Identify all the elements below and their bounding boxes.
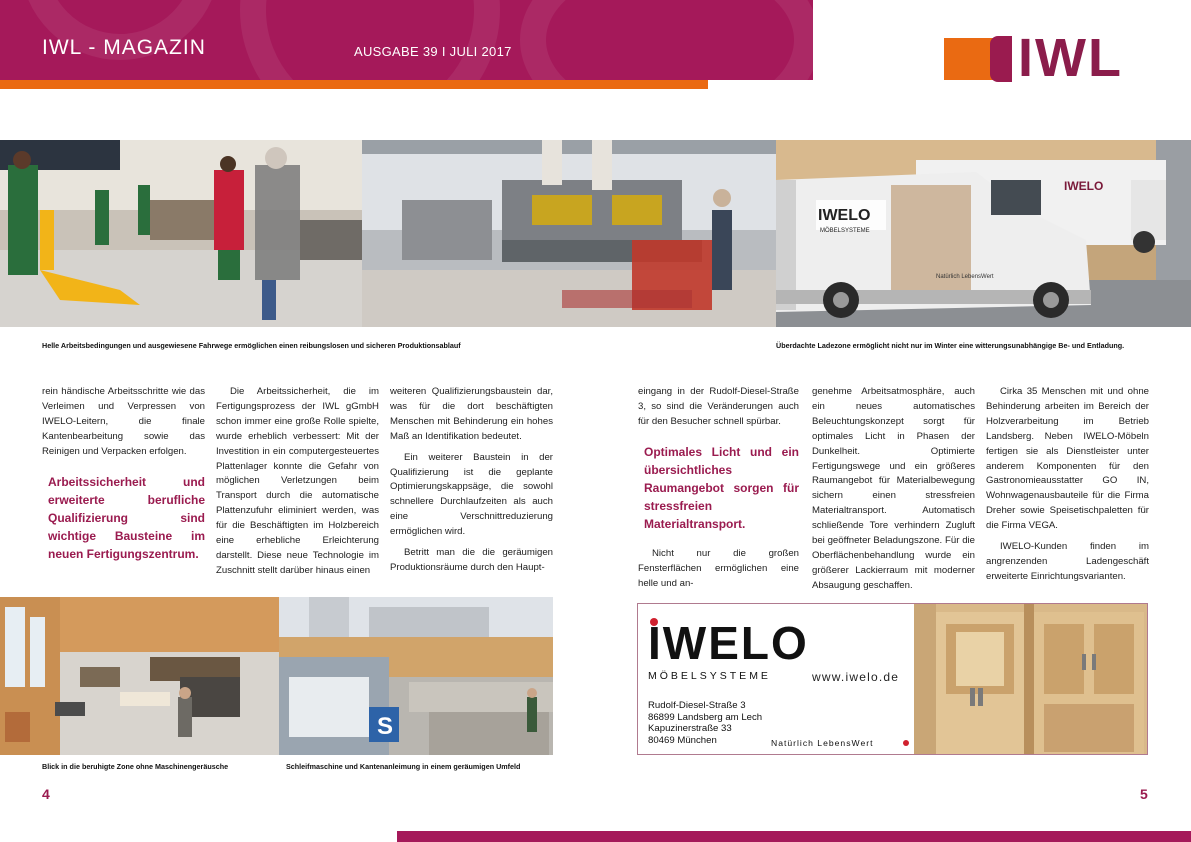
article-paragraph: weiteren Qualifizierungsbaustein dar, was für die dort beschäftigten Menschen mit Behinderung ein hohes Maß an Identifikation bedeutet. <box>390 386 553 442</box>
ad-brand: IWELO <box>648 617 809 669</box>
article-paragraph: Die Arbeitssicherheit, die im Fertigungsprozess der IWL gGmbH schon immer eine große Rolle spielte, wurde erheblich verbessert: Mit der Investition in ein computergesteuertes Plattenlager konnte die Gefahr von möglichen Verletzungen beim Transport durch die automatische Plattenzufuhr eliminiert werden, was für die Beschäftigten im Holzbereich eine erhebliche Erleichterung darstellt. Diese neue Technologie im Zuschnitt stellt darüber hinaus einen <box>216 386 379 576</box>
article-column-3 <box>390 385 553 576</box>
issue-label: AUSGABE 39 I JULI 2017 <box>354 44 512 59</box>
van-brand-text: IWELO <box>818 207 871 224</box>
footer-band <box>397 831 1191 842</box>
machine-letter: S <box>377 713 394 740</box>
article-paragraph: Cirka 35 Menschen mit und ohne Behinderung arbeiten im Bereich der Holzverarbeitung im Betrieb Landsberg. Neben IWELO-Möbeln fertigen sie als Dienstleister unter anderem Komponenten für den Gastronomieausstatter GO IN, Wohnwagenausbauteile für die Firma Dreher sowie Speisetischpaletten für die Firma VEGA. <box>986 386 1149 532</box>
article-paragraph: Nicht nur die großen Fensterflächen ermöglichen eine helle und an- <box>638 547 799 589</box>
van-slogan-text: Natürlich LebensWert <box>936 274 994 280</box>
article-paragraph: rein händische Arbeitsschritte wie das Verleimen und Verpressen von IWELO-Leitern, die finale Kantenbearbeitung sowie das Reinigen und Verpacken erfolgen. <box>42 386 205 457</box>
ad-subtitle: MÖBELSYSTEME <box>648 670 771 682</box>
article-subheading: Optimales Licht und ein übersichtliches Raumangebot sorgen für stressfreien Materialtransport. <box>644 444 799 531</box>
logo-text: IWL <box>1018 28 1123 88</box>
address-line: Rudolf-Diesel-Straße 3 <box>648 700 746 711</box>
article-column-1 <box>42 385 205 569</box>
caption-bottom-right: Schleifmaschine und Kantenanleimung in einem geräumigen Umfeld <box>286 762 521 771</box>
caption-top-right: Überdachte Ladezone ermöglicht nicht nur im Winter eine witterungsunabhängige Be- und Entladung. <box>776 341 1125 350</box>
truck-brand-text: IWELO <box>1064 179 1104 193</box>
caption-top-left: Helle Arbeitsbedingungen und ausgewiesene Fahrwege ermöglichen einen reibungslosen und sicheren Produktionsablauf <box>42 341 461 350</box>
page-number-right: 5 <box>1140 786 1148 802</box>
article-paragraph: IWELO-Kunden finden im angrenzenden Ladengeschäft erweiterte Einrichtungsvarianten. <box>986 541 1149 582</box>
article-column-2 <box>216 385 379 579</box>
photo-van-loading <box>776 140 1191 327</box>
van-sub-text: MÖBELSYSTEME <box>820 228 870 234</box>
article-column-5 <box>812 385 975 594</box>
slogan-dot-icon <box>903 740 909 746</box>
article-column-4 <box>638 385 799 591</box>
photo-sanding-machine <box>279 597 553 755</box>
article-paragraph: genehme Arbeitsatmosphäre, auch ein neues automatisches Beleuchtungskonzept sorgt für optimales Licht in Phasen der Dunkelheit. Optimierte Fertigungswege und ein größeres Raumangebot für Materialbewegung sichern einen stressfreien Materialtransport. Automatisch schließende Tore verhindern Zugluft bei geöffneter Beladungszone. Für die Oberflächenbehandlung wurde ein größerer Lackierraum mit moderner Absaugung geschaffen. <box>812 386 975 591</box>
article-paragraph: Ein weiterer Baustein in der Qualifizierung ist die geplante Optimierungskappsäge, die sowohl schnellere Durchlaufzeiten als auch eine Verschnittreduzierung ermöglichen wird. <box>390 451 553 538</box>
page-number-left: 4 <box>42 786 50 802</box>
photo-quiet-zone <box>0 597 279 755</box>
header-orange-bar <box>0 80 708 89</box>
iwelo-advertisement <box>637 603 1148 755</box>
caption-bottom-left: Blick in die beruhigte Zone ohne Maschinengeräusche <box>42 762 229 771</box>
article-paragraph: eingang in der Rudolf-Diesel-Straße 3, so sind die Veränderungen auch für den Besucher schnell spürbar. <box>638 386 799 427</box>
article-subheading: Arbeitssicherheit und erweiterte berufliche Qualifizierung sind wichtige Bausteine im neuen Fertigungszentrum. <box>48 474 205 561</box>
address-line: 80469 München <box>648 734 717 746</box>
magazine-title: IWL - MAGAZIN <box>42 36 206 59</box>
address-line: 86899 Landsberg am Lech <box>648 711 763 723</box>
address-line: Kapuzinerstraße 33 <box>648 723 732 734</box>
iwl-logo <box>944 28 1144 88</box>
ad-address <box>648 700 762 746</box>
ad-website-link[interactable]: www.iwelo.de <box>812 670 900 684</box>
article-column-6 <box>986 385 1149 585</box>
article-paragraph: Betritt man die die geräumigen Produktionsräume durch den Haupt- <box>390 547 553 573</box>
photo-workers-hall <box>0 140 362 327</box>
photo-forklift-machine <box>362 140 776 327</box>
ad-slogan: Natürlich LebensWert <box>771 738 874 748</box>
ad-furniture-photo <box>914 604 1148 755</box>
